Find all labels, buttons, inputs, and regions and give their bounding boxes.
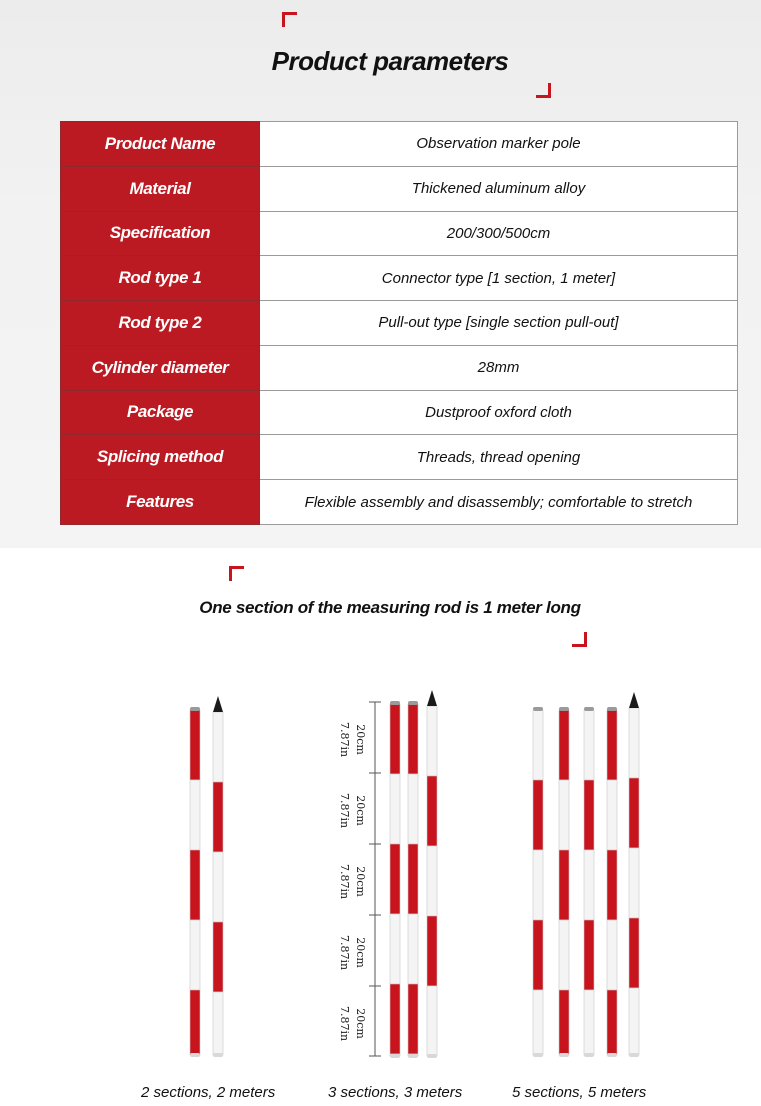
pole-stripe bbox=[607, 990, 617, 1055]
param-label: Package bbox=[61, 390, 260, 435]
pole-cap bbox=[390, 1054, 400, 1058]
pole-stripe bbox=[190, 780, 200, 850]
pole-stripe bbox=[533, 920, 543, 990]
pole-stripe bbox=[607, 780, 617, 850]
pole-cap bbox=[559, 1053, 569, 1057]
pole-stripe bbox=[390, 704, 400, 774]
segment-length-cm: 20cm bbox=[353, 866, 367, 897]
pole-stripe bbox=[629, 778, 639, 848]
pole-stripe bbox=[629, 918, 639, 988]
pole-stripe bbox=[408, 914, 418, 984]
pole-tip bbox=[629, 692, 639, 708]
param-value: 200/300/500cm bbox=[260, 211, 738, 256]
pole-stripe bbox=[629, 708, 639, 778]
pole-stripe bbox=[427, 986, 437, 1056]
pole-stripe bbox=[390, 984, 400, 1054]
param-value: 28mm bbox=[260, 345, 738, 390]
param-value: Observation marker pole bbox=[260, 122, 738, 167]
pole-stripe bbox=[427, 776, 437, 846]
pole-stripe bbox=[584, 850, 594, 920]
param-value: Dustproof oxford cloth bbox=[260, 390, 738, 435]
segment-length-cm: 20cm bbox=[353, 724, 367, 755]
param-label: Features bbox=[61, 480, 260, 525]
pole-stripe bbox=[390, 914, 400, 984]
pole-stripe bbox=[584, 990, 594, 1055]
pole-cap bbox=[607, 707, 617, 711]
param-label: Specification bbox=[61, 211, 260, 256]
caption-2-sections: 2 sections, 2 meters bbox=[141, 1084, 276, 1101]
pole-stripe bbox=[559, 850, 569, 920]
pole-stripe bbox=[533, 990, 543, 1055]
pole-stripe bbox=[213, 992, 223, 1055]
caption-5-sections: 5 sections, 5 meters bbox=[512, 1084, 647, 1101]
segment-length-cm: 20cm bbox=[353, 937, 367, 968]
pole-stripe bbox=[213, 712, 223, 782]
pole-stripe bbox=[533, 710, 543, 780]
param-label: Rod type 1 bbox=[61, 256, 260, 301]
pole-stripe bbox=[584, 920, 594, 990]
pole-tip bbox=[213, 696, 223, 712]
pole-cap bbox=[408, 701, 418, 705]
pole-stripe bbox=[408, 984, 418, 1054]
pole-stripe bbox=[607, 710, 617, 780]
param-label: Cylinder diameter bbox=[61, 345, 260, 390]
param-label: Splicing method bbox=[61, 435, 260, 480]
pole-cap bbox=[408, 1054, 418, 1058]
pole-cap bbox=[213, 1053, 223, 1057]
pole-stripe bbox=[190, 710, 200, 780]
segment-length-in: 7.87in bbox=[338, 792, 352, 829]
segment-length-in: 7.87in bbox=[338, 863, 352, 900]
pole-stripe bbox=[533, 780, 543, 850]
pole-stripe bbox=[584, 780, 594, 850]
pole-stripe bbox=[559, 920, 569, 990]
pole-cap bbox=[390, 701, 400, 705]
pole-stripe bbox=[584, 710, 594, 780]
pole-stripe bbox=[607, 850, 617, 920]
pole-cap bbox=[629, 1053, 639, 1057]
param-value: Flexible assembly and disassembly; comfortable to stretch bbox=[260, 480, 738, 525]
page-title: Product parameters bbox=[271, 46, 509, 76]
pole-stripe bbox=[533, 850, 543, 920]
pole-cap bbox=[533, 707, 543, 711]
param-label: Product Name bbox=[61, 122, 260, 167]
pole-cap bbox=[190, 1053, 200, 1057]
pole-stripe bbox=[190, 850, 200, 920]
pole-stripe bbox=[559, 990, 569, 1055]
pole-stripe bbox=[408, 704, 418, 774]
pole-stripe bbox=[213, 852, 223, 922]
pole-cap bbox=[559, 707, 569, 711]
pole-stripe bbox=[559, 780, 569, 850]
param-value: Connector type [1 section, 1 meter] bbox=[260, 256, 738, 301]
pole-stripe bbox=[427, 706, 437, 776]
pole-cap bbox=[584, 707, 594, 711]
pole-stripe bbox=[629, 988, 639, 1055]
param-value: Threads, thread opening bbox=[260, 435, 738, 480]
pole-cap bbox=[427, 1054, 437, 1058]
pole-stripe bbox=[629, 848, 639, 918]
pole-stripe bbox=[427, 916, 437, 986]
pole-cap bbox=[607, 1053, 617, 1057]
segment-length-cm: 20cm bbox=[353, 795, 367, 826]
segment-length-cm: 20cm bbox=[353, 1008, 367, 1039]
pole-stripe bbox=[190, 920, 200, 990]
pole-stripe bbox=[607, 920, 617, 990]
segment-length-in: 7.87in bbox=[338, 721, 352, 758]
param-value: Pull-out type [single section pull-out] bbox=[260, 301, 738, 346]
param-value: Thickened aluminum alloy bbox=[260, 166, 738, 211]
pole-stripe bbox=[408, 774, 418, 844]
pole-cap bbox=[533, 1053, 543, 1057]
param-label: Material bbox=[61, 166, 260, 211]
pole-stripe bbox=[408, 844, 418, 914]
figure-subtitle: One section of the measuring rod is 1 meter long bbox=[199, 598, 581, 617]
pole-stripe bbox=[213, 782, 223, 852]
pole-stripe bbox=[190, 990, 200, 1055]
pole-stripe bbox=[427, 846, 437, 916]
pole-stripe bbox=[559, 710, 569, 780]
pole-cap bbox=[584, 1053, 594, 1057]
pole-cap bbox=[190, 707, 200, 711]
pole-stripe bbox=[390, 774, 400, 844]
param-label: Rod type 2 bbox=[61, 301, 260, 346]
caption-3-sections: 3 sections, 3 meters bbox=[328, 1084, 463, 1101]
pole-tip bbox=[427, 690, 437, 706]
pole-stripe bbox=[390, 844, 400, 914]
segment-length-in: 7.87in bbox=[338, 1005, 352, 1042]
segment-length-in: 7.87in bbox=[338, 934, 352, 971]
pole-stripe bbox=[213, 922, 223, 992]
